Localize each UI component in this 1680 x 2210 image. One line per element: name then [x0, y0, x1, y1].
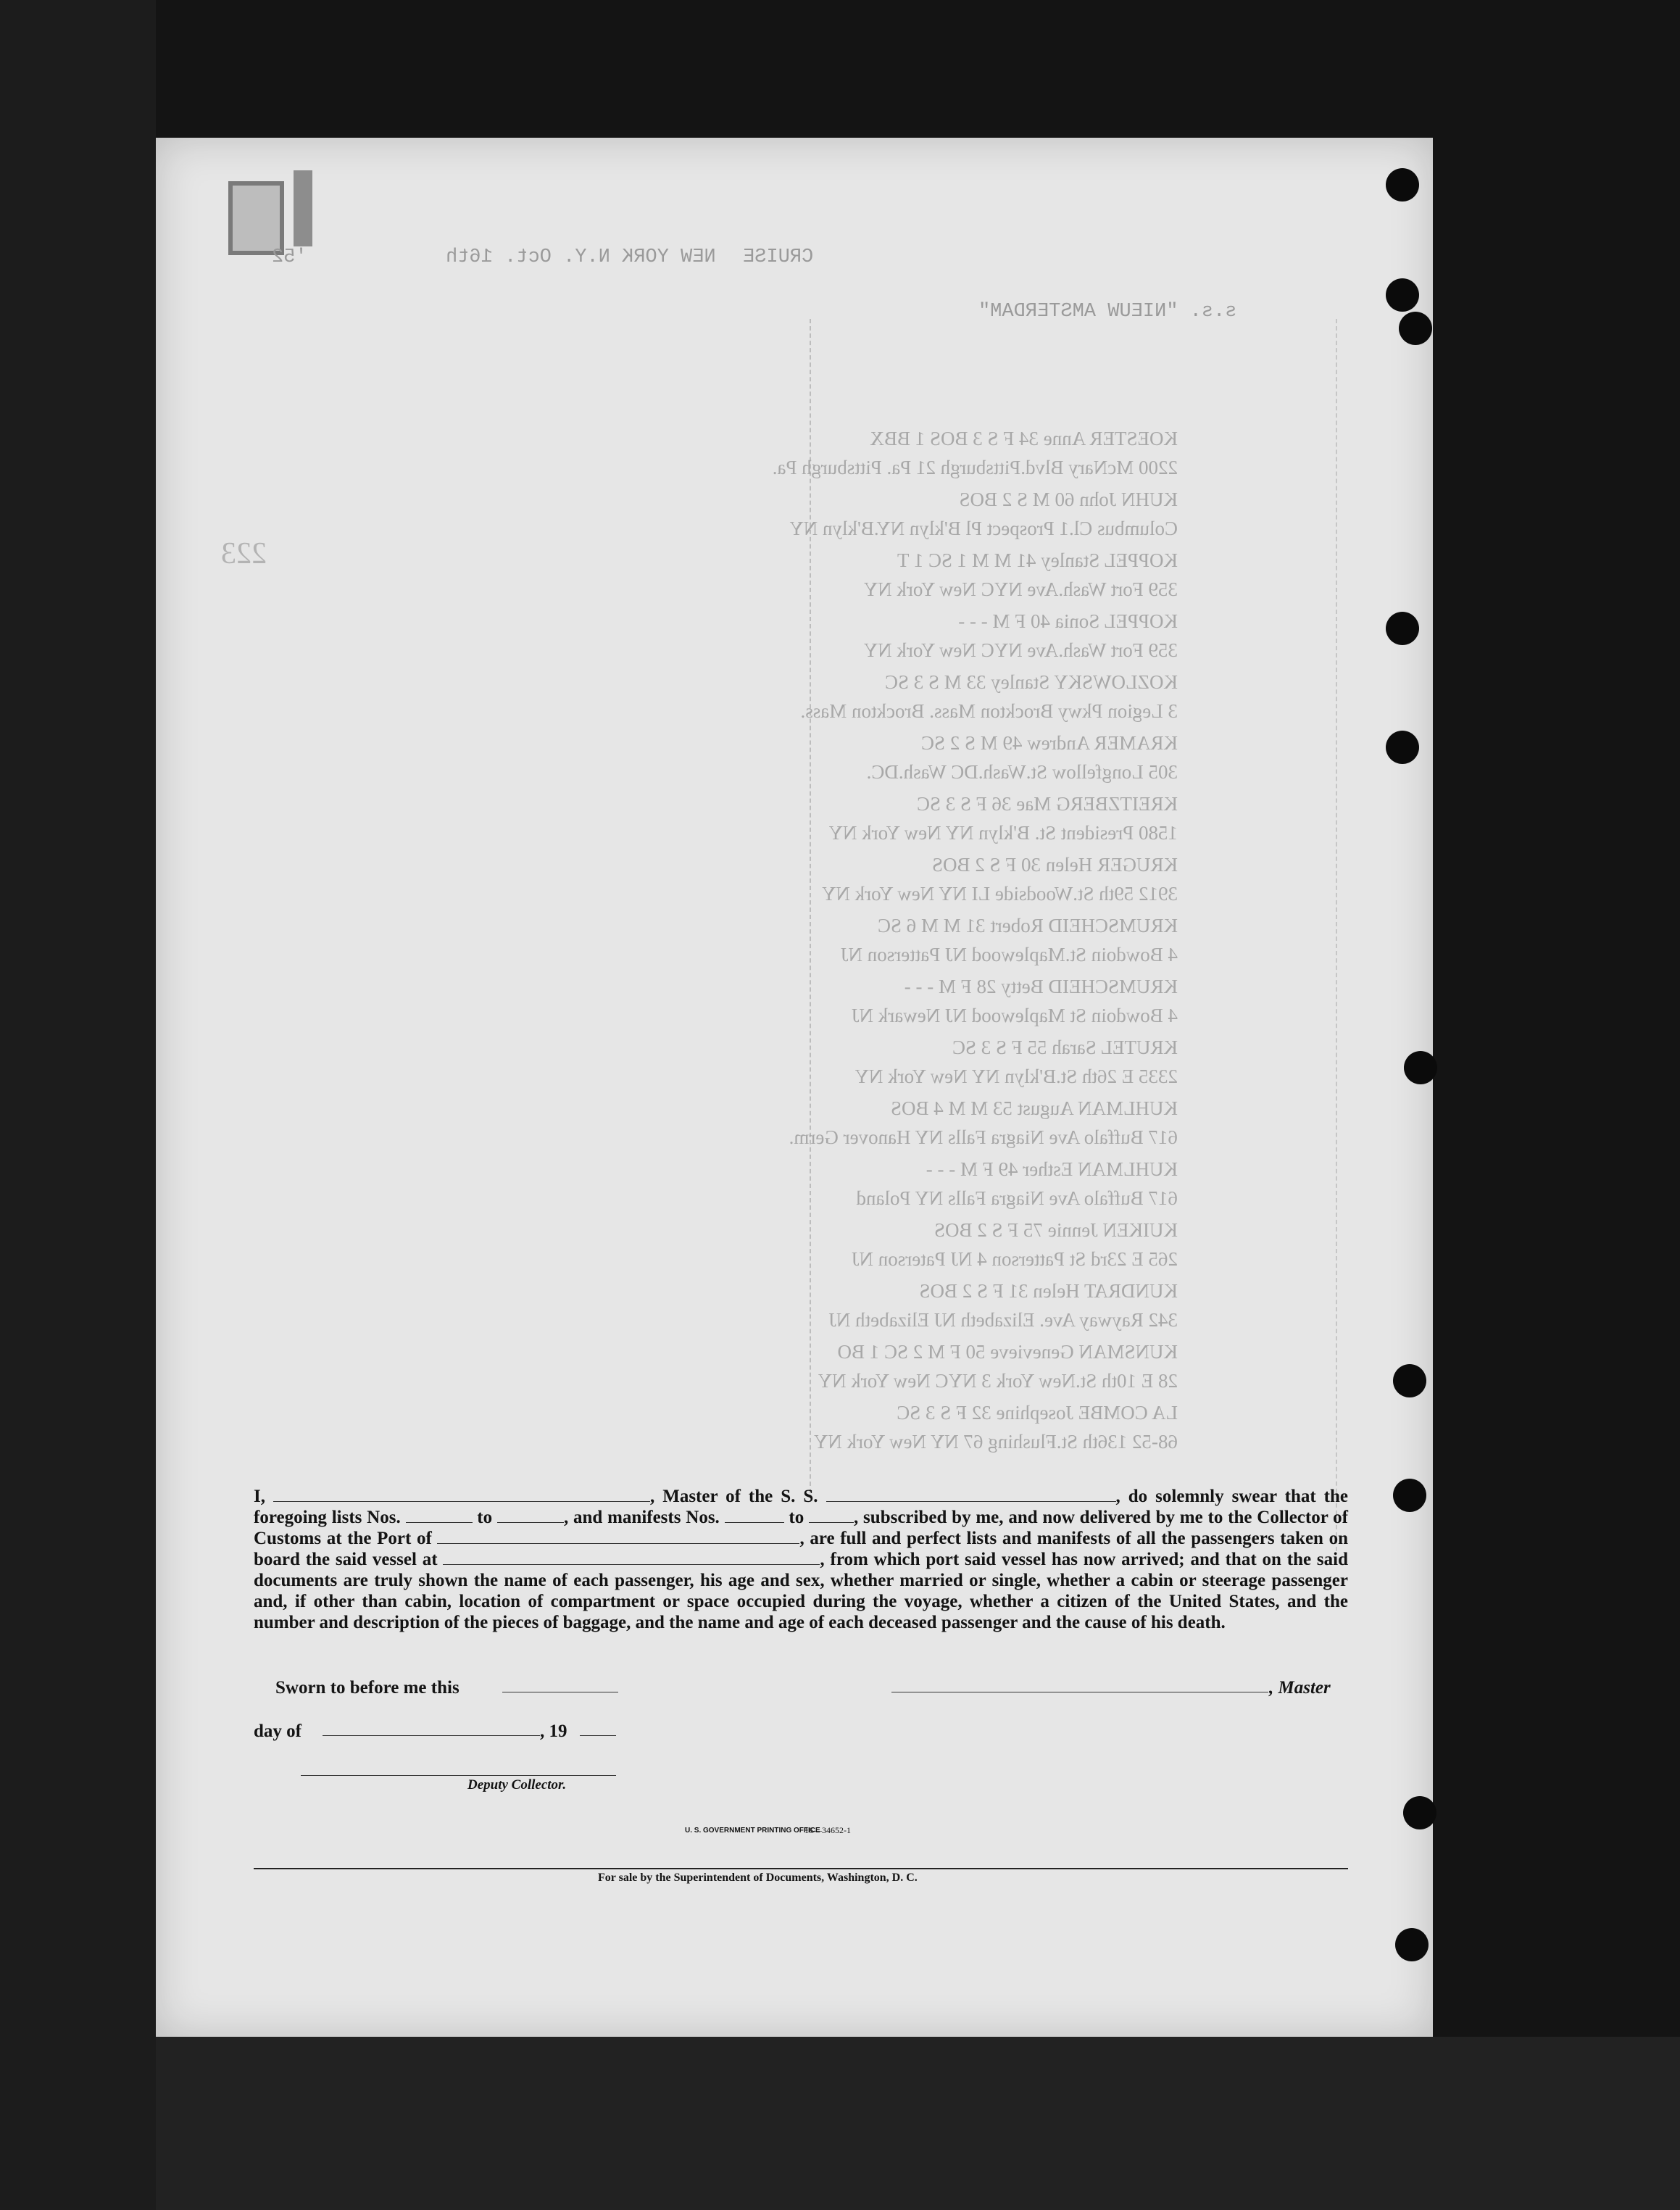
bleed-row-address: 265 E 23rd St Patterson 4 NJ Paterson NJ — [852, 1248, 1178, 1270]
bleed-margin-number: 223 — [221, 537, 267, 570]
bleed-row-address: 305 Longfellow St.Wash.DC Wash.DC. — [866, 761, 1178, 783]
punch-hole — [1404, 1051, 1437, 1084]
bleed-row — [438, 1094, 1178, 1152]
punch-hole — [1403, 1796, 1436, 1829]
bleed-row-name: KREITZBERG Mae 36 F S 3 SC — [916, 793, 1178, 815]
scan-border-left — [0, 0, 156, 2210]
bleed-row — [438, 1337, 1178, 1395]
scan-border-bottom — [156, 2037, 1680, 2210]
bleed-row-name: KUIKEN Jennie 75 F S 2 BOS — [933, 1219, 1178, 1241]
punch-hole — [1395, 1928, 1429, 1961]
punch-hole — [1386, 168, 1419, 202]
bleed-row-address: 359 Fort Wash.Ave NYC New York NY — [863, 639, 1178, 661]
bleed-row-address: 3912 59th St.Woodside LI NY New York NY — [821, 883, 1178, 905]
header-stamp-mark — [228, 181, 284, 255]
bleed-ship: s.s. "NIEUW AMSTERDAM" — [978, 301, 1237, 323]
bleed-row-name: KUNSMAN Genevieve 50 F M 2 SC 1 BO — [837, 1341, 1178, 1363]
bleed-row — [438, 972, 1178, 1030]
master-label: , Master — [1269, 1678, 1331, 1698]
bleed-row — [438, 850, 1178, 908]
bleed-row-address: 2200 McNary Blvd.Pittsburgh 21 Pa. Pittsburgh Pa. — [772, 457, 1178, 478]
bleed-row — [438, 1033, 1178, 1091]
bleed-row — [438, 728, 1178, 786]
bleed-row-name: KRAMER Andrew 49 M S 2 SC — [920, 732, 1178, 754]
bleed-row — [438, 911, 1178, 969]
punch-hole — [1399, 312, 1432, 345]
bleed-row-name: KOPPEL Stanley 41 M M 1 SC 1 T — [897, 549, 1178, 571]
bleed-row-address: 28 E 10th St.New York 3 NYC New York NY — [818, 1370, 1178, 1392]
bleed-row — [438, 546, 1178, 604]
punch-hole — [1386, 278, 1419, 312]
bleed-row-address: 68-52 136th St.Flushing 67 NY New York NY — [813, 1431, 1178, 1453]
bleed-row-name: LA COMBE Josephine 32 F S 3 SC — [897, 1402, 1178, 1424]
bleed-row — [438, 1155, 1178, 1213]
bleed-year: '52 — [272, 246, 307, 268]
year-blank — [580, 1734, 616, 1736]
bleed-row-name: KOPPEL Sonia 40 F M - - - — [958, 610, 1178, 632]
header-stamp-bar — [294, 170, 312, 246]
bleed-row-name: KRUMSCHEID Betty 28 F M - - - — [904, 976, 1178, 997]
bleed-row — [438, 1276, 1178, 1334]
bleed-row — [438, 789, 1178, 847]
bleed-port: NEW YORK N.Y. Oct. 16th — [446, 246, 716, 268]
punch-hole — [1386, 612, 1419, 645]
bleed-row-name: KRUTEL Sarah 55 F S 3 SC — [952, 1037, 1178, 1058]
year-prefix: , 19 — [540, 1721, 567, 1741]
sworn-label: Sworn to before me this — [275, 1678, 459, 1698]
bleed-row — [438, 1216, 1178, 1274]
bleed-row-name: KUHLMAN Esther 49 F M - - - — [926, 1158, 1178, 1180]
bleed-row-name: KRUGER Helen 30 F S 2 BOS — [931, 854, 1178, 876]
bleed-row — [438, 607, 1178, 665]
bleed-row-name: KUHLMAN August 53 M M 4 BOS — [890, 1097, 1178, 1119]
bleed-row-name: KOESTER Anne 34 F S 3 BOS 1 BBX — [870, 428, 1178, 449]
punch-hole — [1386, 731, 1419, 764]
bleed-row — [438, 1398, 1178, 1456]
sale-note: For sale by the Superintendent of Documents, Washington, D. C. — [598, 1872, 918, 1884]
bleed-row — [438, 668, 1178, 726]
day-of-label: day of — [254, 1721, 302, 1741]
bleed-row-address: 617 Buffalo Ave Niagra Falls NY Hanover Germ. — [789, 1126, 1178, 1148]
sworn-blank — [502, 1690, 618, 1692]
manifest-page — [156, 138, 1433, 2037]
bleed-row-address: 4 Bowdoin St.Maplewood NJ Patterson NJ — [841, 944, 1178, 965]
form-number: 16—34652-1 — [804, 1825, 851, 1835]
bleed-row-name: KOZLOWSKY Stanley 33 M S 3 SC — [884, 671, 1178, 693]
bleed-row-address: Columbus Cl.1 Prospect Pl B'klyn NY.B'klyn NY — [789, 518, 1178, 539]
bleed-row-name: KUNDRAT Helen 31 F S 2 BOS — [919, 1280, 1178, 1302]
bleed-row-address: 2335 E 26th St.B'klyn NY New York NY — [854, 1065, 1178, 1087]
bleed-row — [438, 485, 1178, 543]
oath-paragraph: I, , Master of the S. S. , do solemnly swear that the foregoing lists Nos. to , and manifests Nos. to , subscribed by me, and now delivered by me to the Collector of Customs at the Port of , are full and perfect lists and manifests of all the passengers taken on board the said vessel at , from which port said vessel has now arrived; and that on the said documents are truly shown the name of each passenger, his age and sex, whether married or single, whether a cabin or steerage passenger and, if other than cabin, location of compartment or space occupied during the voyage, whether a citizen of the United States, and the number and description of the pieces of baggage, and the name and age of each deceased passenger and the cause of his death. — [254, 1487, 1348, 1632]
punch-hole — [1393, 1364, 1426, 1397]
column-divider-right — [1336, 319, 1337, 1551]
master-signature-line — [891, 1690, 1268, 1692]
deputy-label: Deputy Collector. — [467, 1777, 567, 1792]
bleed-row-name: KRUMSCHEID Robert 31 M M 6 SC — [877, 915, 1178, 936]
bleed-row-address: 617 Buffalo Ave Niagra Falls NY Poland — [856, 1187, 1178, 1209]
bleed-row-address: 1580 President St. B'klyn NY New York NY — [828, 822, 1178, 844]
bleed-row-name: KUHN John 60 M S 2 BOS — [959, 489, 1178, 510]
bleed-row-address: 3 Legion Pkwy Brockton Mass. Brockton Mass. — [800, 700, 1178, 722]
footer-rule — [254, 1868, 1348, 1869]
bleed-row — [438, 424, 1178, 482]
bleed-row-address: 342 Rayway Ave. Elizabeth NJ Elizabeth NJ — [828, 1309, 1178, 1331]
day-of-blank — [323, 1734, 540, 1736]
bleed-cruise: CRUISE — [743, 246, 814, 268]
bleed-row-address: 359 Fort Wash.Ave NYC New York NY — [863, 578, 1178, 600]
bleed-row-address: 4 Bowdoin St Maplewood NJ Newark NJ — [852, 1005, 1178, 1026]
punch-hole — [1393, 1479, 1426, 1512]
deputy-signature-line — [301, 1774, 616, 1776]
printing-office: U. S. GOVERNMENT PRINTING OFFICE — [685, 1827, 820, 1835]
